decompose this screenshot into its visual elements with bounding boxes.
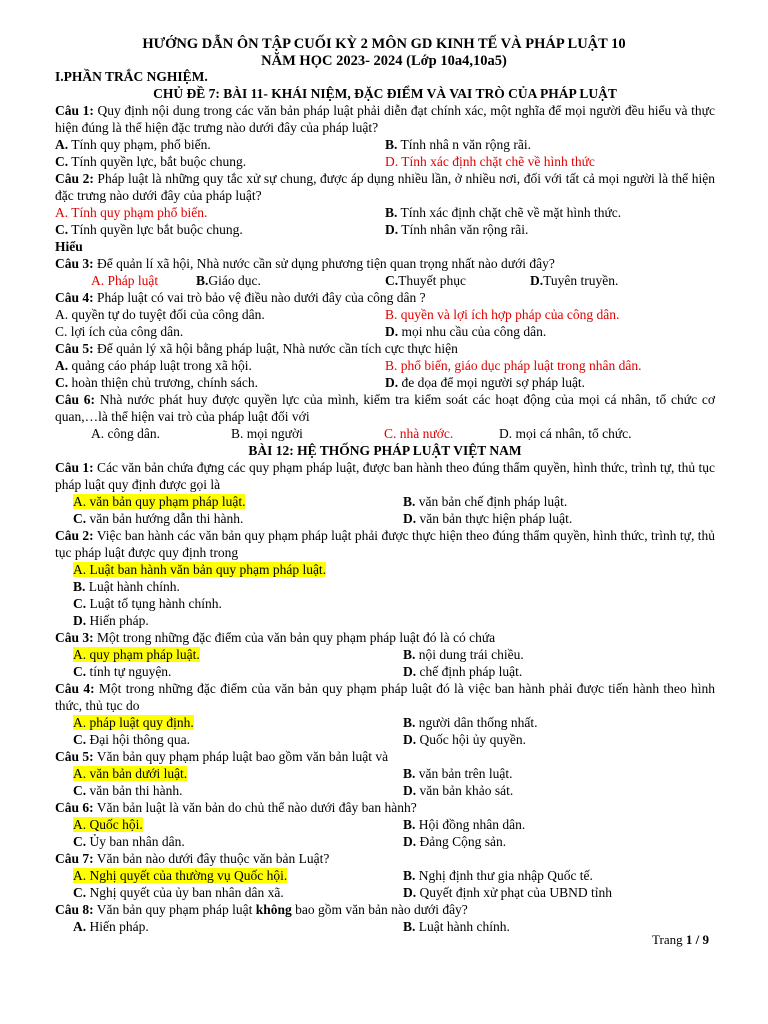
answers-row: [55, 646, 715, 663]
answer-a: A. quyền tự do tuyệt đối của công dân.: [55, 307, 265, 322]
answer-b: B. mọi người: [231, 426, 303, 441]
answers-row: [55, 493, 715, 510]
answer-d: D. văn bản khảo sát.: [403, 783, 514, 798]
answer-c: C. Tính quyền lực, bắt buộc chung.: [55, 154, 247, 169]
question-2-6: Câu 6: Văn bản luật là văn bản do chủ thể nào dưới đây ban hành?: [55, 800, 417, 815]
question-2-3: Câu 3: Một trong những đặc điểm của văn bản quy phạm pháp luật đó là có chứa: [55, 630, 496, 645]
answers-row: [55, 357, 715, 374]
answer-c: C. tính tự nguyện.: [73, 664, 172, 679]
answers-row: [55, 918, 715, 935]
answer-a: A. Tính quy phạm, phổ biến.: [55, 137, 211, 152]
answer-a: A. công dân.: [91, 426, 160, 441]
answer-d: D. Đảng Cộng sản.: [403, 834, 507, 849]
question-2-7: Câu 7: Văn bản nào dưới đây thuộc văn bản Luật?: [55, 851, 330, 866]
answers-row: [55, 884, 715, 901]
question-2-8: Câu 8: Văn bản quy phạm pháp luật không bao gồm văn bản nào dưới đây?: [55, 902, 468, 917]
answer-a-correct: A. Tính quy phạm phổ biến.: [55, 205, 208, 220]
question-1-3: Câu 3: Để quản lí xã hội, Nhà nước cần sử dụng phương tiện quan trọng nhất nào dưới đây?: [55, 256, 555, 271]
answers-row: [55, 204, 715, 221]
question-1-4: Câu 4: Pháp luật có vai trò bảo vệ điều nào dưới đây của công dân ?: [55, 290, 426, 305]
answer-c: C. Ủy ban nhân dân.: [73, 834, 185, 849]
answer-d: D. Tính nhân văn rộng rãi.: [385, 222, 529, 237]
answer-d: D. văn bản thực hiện pháp luật.: [403, 511, 573, 526]
answers-row: [55, 782, 715, 799]
answer-d: D. Quốc hội ủy quyền.: [403, 732, 526, 747]
answers-row: [55, 221, 715, 238]
answer-a-correct: A. Nghị quyết của thường vụ Quốc hội.: [73, 868, 288, 883]
answer-c: C. Nghị quyết của ủy ban nhân dân xã.: [73, 885, 284, 900]
document-body: [55, 68, 715, 935]
answer-c: C.Thuyết phục: [385, 273, 466, 288]
answer-a: A. Hiến pháp.: [73, 919, 149, 934]
topic-heading-2: BÀI 12: HỆ THỐNG PHÁP LUẬT VIỆT NAM: [248, 443, 522, 458]
answers-row: [55, 867, 715, 884]
answer-b: B. nội dung trái chiều.: [403, 647, 524, 662]
question-1-1: Câu 1: Quy định nội dung trong các văn bản pháp luật phải diễn đạt chính xác, một nghĩa để mọi người đều hiểu và thực hiện đúng là thể hiện đặc trưng nào dưới đây của pháp luật?: [55, 103, 715, 135]
document-subtitle: NĂM HỌC 2023- 2024 (Lớp 10a4,10a5): [261, 53, 507, 69]
answer-a: A. quảng cáo pháp luật trong xã hội.: [55, 358, 252, 373]
answer-c: C. Tính quyền lực bắt buộc chung.: [55, 222, 243, 237]
answer-a-correct: A. quy phạm pháp luật.: [73, 647, 200, 662]
answer-d: D. chế định pháp luật.: [403, 664, 523, 679]
answer-a-correct: A. pháp luật quy định.: [73, 715, 194, 730]
answer-b: B. văn bản trên luật.: [403, 766, 513, 781]
page-number: Trang 1 / 9: [652, 932, 709, 947]
answers-row: [55, 731, 715, 748]
answer-c-correct: C. nhà nước.: [384, 426, 454, 441]
level-heading: Hiểu: [55, 239, 83, 254]
answers-row: [55, 136, 715, 153]
answer-c: C. Luật tố tụng hành chính.: [73, 596, 222, 611]
answer-a-correct: A. Pháp luật: [91, 273, 159, 288]
answer-b: B. Luật hành chính.: [403, 919, 510, 934]
answer-d: D. Hiến pháp.: [73, 613, 149, 628]
answer-a-correct: A. Quốc hội.: [73, 817, 143, 832]
answers-row: [55, 765, 715, 782]
answer-b: B. văn bản chế định pháp luật.: [403, 494, 568, 509]
document-title: HƯỚNG DẪN ÔN TẬP CUỐI KỲ 2 MÔN GD KINH TẾ VÀ PHÁP LUẬT 10: [142, 36, 626, 52]
answer-d: D. đe dọa để mọi người sợ pháp luật.: [385, 375, 586, 390]
answer-b: B. người dân thống nhất.: [403, 715, 538, 730]
answer-a-correct: A. văn bản dưới luật.: [73, 766, 188, 781]
answer-d: D. Quyết định xử phạt của UBND tỉnh: [403, 885, 613, 900]
answers-row: [55, 816, 715, 833]
question-1-2: Câu 2: Pháp luật là những quy tắc xử sự chung, được áp dụng nhiều lần, ở nhiều nơi, đối với tất cả mọi người là thể hiện đặc trưng nào dưới đây của pháp luật?: [55, 171, 715, 203]
question-1-5: Câu 5: Để quản lý xã hội bằng pháp luật, Nhà nước cần tích cực thực hiện: [55, 341, 458, 356]
answer-b: B. Tính xác định chặt chẽ về mặt hình thức.: [385, 205, 622, 220]
answer-d: D.Tuyên truyền.: [530, 273, 619, 288]
question-1-6: Câu 6: Nhà nước phát huy được quyền lực của mình, kiểm tra kiểm soát các hoạt động của mọi cá nhân, tổ chức cơ quan,…là thể hiện vai trò của pháp luật đối với: [55, 392, 715, 424]
answer-a-correct: A. Luật ban hành văn bản quy phạm pháp luật.: [73, 562, 327, 577]
answer-c: C. văn bản hướng dẫn thi hành.: [73, 511, 244, 526]
answer-c: C. văn bản thi hành.: [73, 783, 183, 798]
answer-b: B. Nghị định thư gia nhập Quốc tế.: [403, 868, 593, 883]
answer-b: B.Giáo dục.: [196, 273, 261, 288]
answer-d: D. mọi nhu cầu của công dân.: [385, 324, 547, 339]
question-2-2: Câu 2: Việc ban hành các văn bản quy phạm pháp luật phải được thực hiện theo đúng thẩm quyền, hình thức, trình tự, thủ tục pháp luật được quy định trong: [55, 528, 715, 560]
answer-d-correct: D. Tính xác định chặt chẽ về hình thức: [385, 154, 595, 169]
answers-row: [55, 714, 715, 731]
question-2-5: Câu 5: Văn bản quy phạm pháp luật bao gồm văn bản luật và: [55, 749, 389, 764]
answers-row: [55, 272, 715, 289]
answer-a-correct: A. văn bản quy phạm pháp luật.: [73, 494, 246, 509]
answer-b-correct: B. quyền và lợi ích hợp pháp của công dân.: [385, 307, 620, 322]
section-heading: I.PHẦN TRẮC NGHIỆM.: [55, 69, 208, 84]
answers-row: [55, 833, 715, 850]
question-2-1: Câu 1: Các văn bản chứa đựng các quy phạm pháp luật, được ban hành theo đúng thẩm quyền, hình thức, trình tự, thủ tục pháp luật quy định được gọi là: [55, 460, 715, 492]
answer-c: C. Đại hội thông qua.: [73, 732, 190, 747]
answers-row: [55, 374, 715, 391]
answer-b: B. Tính nhâ n văn rộng rãi.: [385, 137, 531, 152]
answer-c: C. lợi ích của công dân.: [55, 324, 184, 339]
answer-c: C. hoàn thiện chủ trương, chính sách.: [55, 375, 259, 390]
answers-row: [55, 425, 715, 442]
answers-row: [55, 510, 715, 527]
answers-row: [55, 323, 715, 340]
answers-row: [55, 306, 715, 323]
answers-row: [55, 663, 715, 680]
answer-b: B. Hội đồng nhân dân.: [403, 817, 526, 832]
question-2-4: Câu 4: Một trong những đặc điểm của văn bản quy phạm pháp luật đó là việc ban hành phải được tiến hành theo hình thức, thủ tục do: [55, 681, 715, 713]
answers-row: [55, 153, 715, 170]
answer-b-correct: B. phổ biến, giáo dục pháp luật trong nhân dân.: [385, 358, 642, 373]
topic-heading-1: CHỦ ĐỀ 7: BÀI 11- KHÁI NIỆM, ĐẶC ĐIỂM VÀ VAI TRÒ CỦA PHÁP LUẬT: [153, 86, 617, 101]
answer-b: B. Luật hành chính.: [73, 579, 180, 594]
answer-d: D. mọi cá nhân, tổ chức.: [499, 426, 632, 441]
